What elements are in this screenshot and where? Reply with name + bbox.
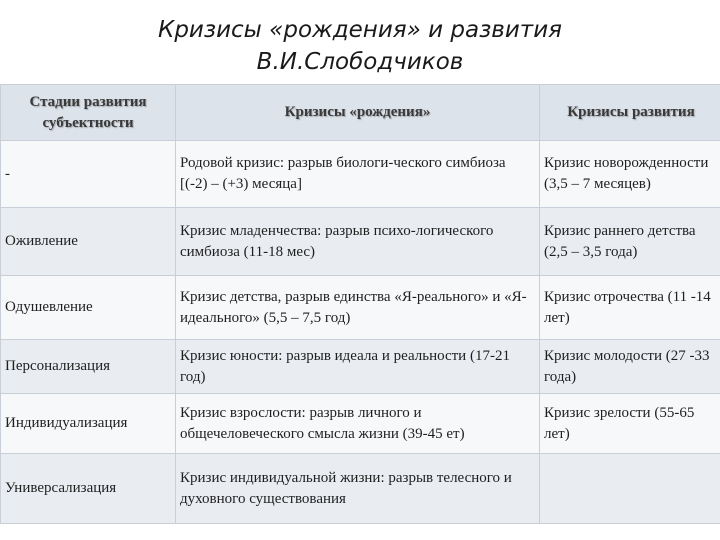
table-row bbox=[1, 276, 720, 340]
crisis-table bbox=[0, 84, 720, 524]
header-stages: Стадии развития субъектности bbox=[1, 85, 176, 141]
header-birth-crises: Кризисы «рождения» bbox=[176, 85, 540, 141]
table-row bbox=[1, 394, 720, 454]
stage-cell: Индивидуализация bbox=[1, 394, 176, 454]
stage-cell: Одушевление bbox=[1, 276, 176, 340]
stage-cell: - bbox=[1, 141, 176, 208]
table-row bbox=[1, 454, 720, 524]
development-crisis-cell: Кризис раннего детства (2,5 – 3,5 года) bbox=[540, 208, 720, 276]
birth-crisis-cell: Кризис юности: разрыв идеала и реальности (17-21 год) bbox=[176, 340, 540, 394]
header-development-crises: Кризисы развития bbox=[540, 85, 720, 141]
slide-title bbox=[0, 14, 720, 78]
birth-crisis-cell: Кризис взрослости: разрыв личного и общечеловеческого смысла жизни (39-45 ет) bbox=[176, 394, 540, 454]
stage-cell: Персонализация bbox=[1, 340, 176, 394]
birth-crisis-cell: Кризис младенчества: разрыв психо-логического симбиоза (11-18 мес) bbox=[176, 208, 540, 276]
birth-crisis-cell: Кризис индивидуальной жизни: разрыв телесного и духовного существования bbox=[176, 454, 540, 524]
development-crisis-cell: Кризис новорожденности (3,5 – 7 месяцев) bbox=[540, 141, 720, 208]
table-row bbox=[1, 340, 720, 394]
table-row bbox=[1, 141, 720, 208]
birth-crisis-cell: Кризис детства, разрыв единства «Я-реального» и «Я-идеального» (5,5 – 7,5 год) bbox=[176, 276, 540, 340]
development-crisis-cell bbox=[540, 454, 720, 524]
birth-crisis-cell: Родовой кризис: разрыв биологи-ческого симбиоза [(-2) – (+3) месяца] bbox=[176, 141, 540, 208]
stage-cell: Оживление bbox=[1, 208, 176, 276]
stage-cell: Универсализация bbox=[1, 454, 176, 524]
table-row bbox=[1, 208, 720, 276]
development-crisis-cell: Кризис отрочества (11 -14 лет) bbox=[540, 276, 720, 340]
development-crisis-cell: Кризис зрелости (55-65 лет) bbox=[540, 394, 720, 454]
development-crisis-cell: Кризис молодости (27 -33 года) bbox=[540, 340, 720, 394]
table-header-row bbox=[1, 85, 720, 141]
title-line-2: В.И.Слободчиков bbox=[256, 49, 464, 75]
title-line-1: Кризисы «рождения» и развития bbox=[157, 17, 562, 43]
